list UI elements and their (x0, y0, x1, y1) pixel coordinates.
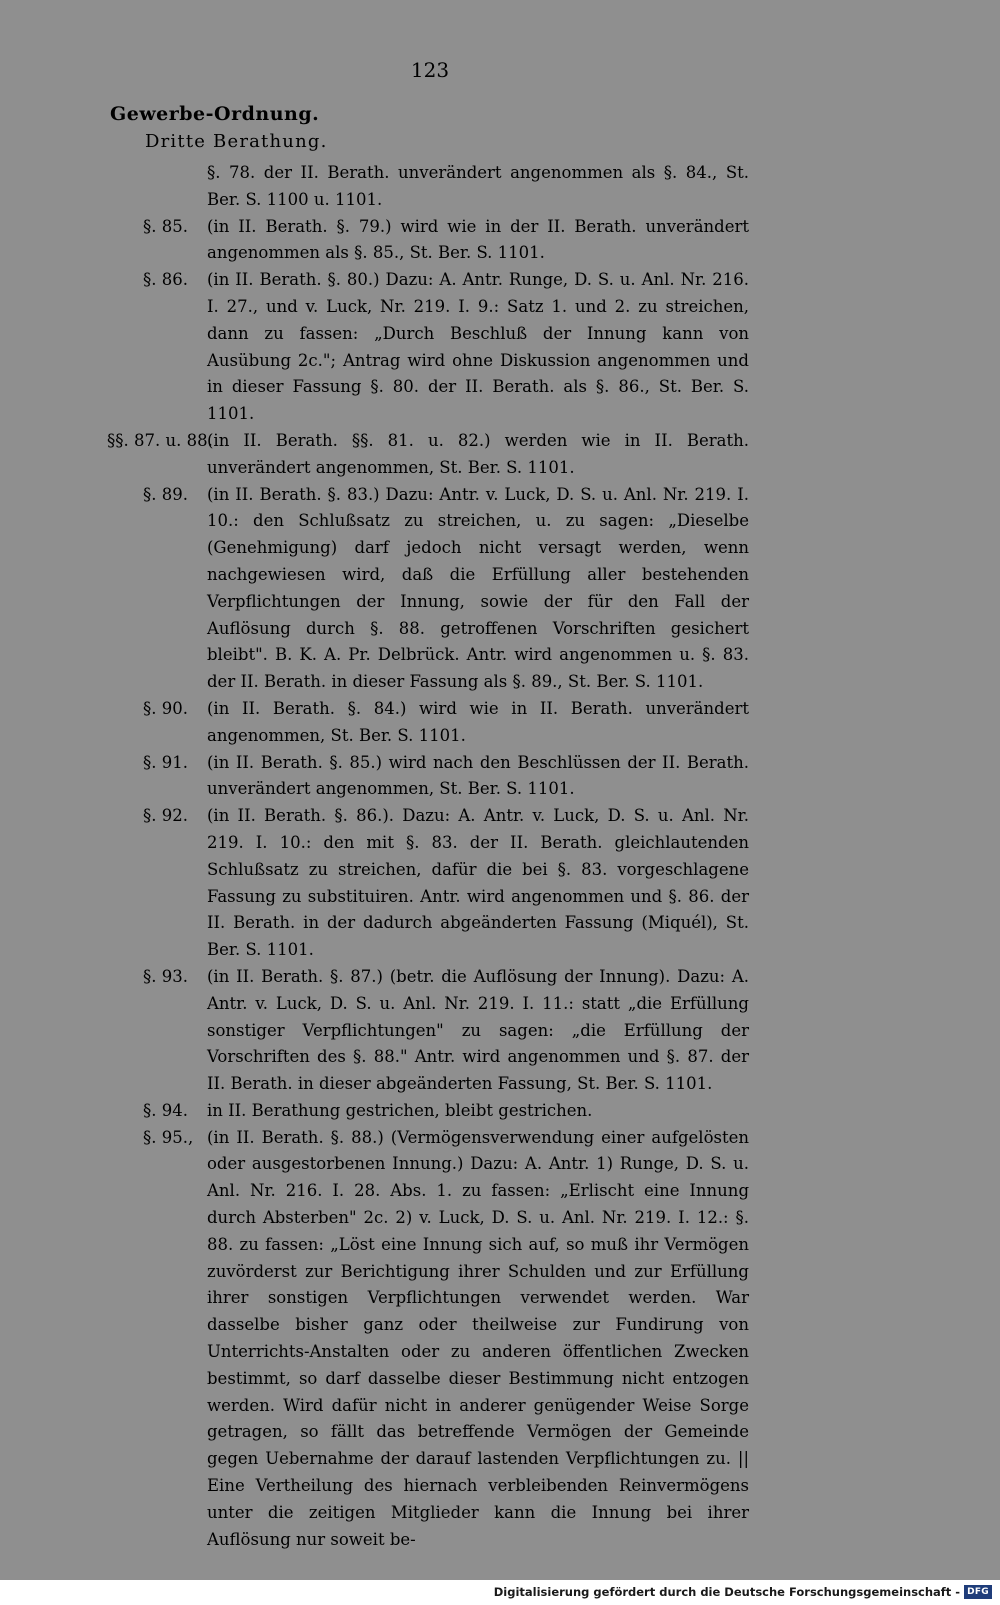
entry-list (0, 160, 1000, 1553)
entry-section-91 (0, 750, 1000, 804)
entry-text: (in II. Berath. §. 87.) (betr. die Auflösung der Innung). Dazu: A. Antr. v. Luck, D. S. u. Anl. Nr. 219. I. 11.: statt „die Erfüllung sonstiger Verpflichtungen" zu sagen: „die Erfüllung der Vorschriften des §. 88." Antr. wird angenommen und §. 87. der II. Berath. in dieser abgeänderten Fassung, St. Ber. S. 1101. (207, 966, 749, 1094)
entry-section-86 (0, 267, 1000, 428)
dfg-logo: DFG (964, 1585, 992, 1599)
entry-text: (in II. Berath. §. 79.) wird wie in der II. Berath. unverändert angenommen als §. 85., St. Ber. S. 1101. (207, 216, 749, 263)
entry-number: §. 90. (143, 698, 188, 718)
entry-section-85 (0, 214, 1000, 268)
entry-number: §. 86. (143, 270, 188, 290)
entry-number: §. 89. (143, 484, 188, 504)
entry-number: §. 93. (143, 966, 188, 986)
entry-text: (in II. Berath. §. 84.) wird wie in II. Berath. unverändert angenommen, St. Ber. S. 1101. (207, 698, 749, 745)
entry-section-84 (0, 160, 1000, 214)
entry-section-87-88 (0, 428, 1000, 482)
footer-credit (494, 1582, 992, 1602)
entry-text: (in II. Berath. §. 83.) Dazu: Antr. v. Luck, D. S. u. Anl. Nr. 219. I. 10.: den Schlußsatz zu streichen, u. zu sagen: „Dieselbe (Genehmigung) darf jedoch nicht versagt werden, wenn nachgewiesen wird, daß die Erfüllung aller bestehenden Verpflichtungen der Innung, sowie der für den Fall der Auflösung durch §. 88. getroffenen Vorschriften gesichert bleibt". B. K. A. Pr. Delbrück. Antr. wird angenommen u. §. 83. der II. Berath. in dieser Fassung als §. 89., St. Ber. S. 1101. (207, 484, 749, 692)
entry-text: (in II. Berath. §. 80.) Dazu: A. Antr. Runge, D. S. u. Anl. Nr. 216. I. 27., und v. Luck, Nr. 219. I. 9.: Satz 1. und 2. zu streichen, dann zu fassen: „Durch Beschluß der Innung kann von Ausübung 2c."; Antrag wird ohne Diskussion angenommen und in dieser Fassung §. 80. der II. Berath. als §. 86., St. Ber. S. 1101. (207, 270, 749, 424)
entry-section-92 (0, 803, 1000, 964)
subsection-title: Dritte Berathung. (145, 131, 328, 152)
page-number: 123 (410, 58, 450, 82)
entry-section-89 (0, 482, 1000, 696)
entry-text: in II. Berathung gestrichen, bleibt gestrichen. (207, 1100, 593, 1120)
entry-number: §. 85. (143, 216, 188, 236)
section-title: Gewerbe-Ordnung. (110, 103, 320, 125)
entry-number: §. 92. (143, 806, 188, 826)
entry-section-95 (0, 1125, 1000, 1554)
entry-number: §. 94. (143, 1100, 188, 1120)
entry-number: §. 95., (143, 1127, 194, 1147)
entry-text: (in II. Berath. §. 85.) wird nach den Beschlüssen der II. Berath. unverändert angenommen, St. Ber. S. 1101. (207, 752, 749, 799)
entry-text: §. 78. der II. Berath. unverändert angenommen als §. 84., St. Ber. S. 1100 u. 1101. (207, 163, 749, 209)
entry-number: §. 91. (143, 752, 188, 772)
entry-section-93 (0, 964, 1000, 1098)
entry-text: (in II. Berath. §. 86.). Dazu: A. Antr. v. Luck, D. S. u. Anl. Nr. 219. I. 10.: den mit §. 83. der II. Berath. gleichlautenden Schlußsatz zu streichen, dafür die bei §. 83. vorgeschlagene Fassung zu substituiren. Antr. wird angenommen und §. 86. der II. Berath. in der dadurch abgeänderten Fassung (Miquél), St. Ber. S. 1101. (207, 806, 749, 960)
entry-section-94 (0, 1098, 1000, 1125)
entry-text: (in II. Berath. §. 88.) (Vermögensverwendung einer aufgelösten oder ausgestorbenen Innung.) Dazu: A. Antr. 1) Runge, D. S. u. Anl. Nr. 216. I. 28. Abs. 1. zu fassen: „Erlischt eine Innung durch Absterben" 2c. 2) v. Luck, D. S. u. Anl. Nr. 219. I. 12.: §. 88. zu fassen: „Löst eine Innung sich auf, so muß ihr Vermögen zuvörderst zur Berichtigung ihrer Schulden und zur Erfüllung ihrer sonstigen Verpflichtungen verwendet werden. War dasselbe bisher ganz oder theilweise zur Fundirung von Unterrichts-Anstalten oder zu anderen öffentlichen Zwecken bestimmt, so darf dasselbe dieser Bestimmung nicht entzogen werden. Wird dafür nicht in anderer genügender Weise Sorge getragen, so fällt das betreffende Vermögen der Gemeinde gegen Uebernahme der darauf lastenden Verpflichtungen zu. || Eine Vertheilung des hiernach verbleibenden Reinvermögens unter die zeitigen Mitglieder kann die Innung bei ihrer Auflösung nur soweit be- (207, 1127, 749, 1549)
footer-text: Digitalisierung gefördert durch die Deutsche Forschungsgemeinschaft - (493, 1585, 961, 1599)
entry-section-90 (0, 696, 1000, 750)
entry-text: (in II. Berath. §§. 81. u. 82.) werden wie in II. Berath. unverändert angenommen, St. Ber. S. 1101. (207, 430, 749, 477)
entry-number: §§. 87. u. 88. (107, 430, 213, 450)
